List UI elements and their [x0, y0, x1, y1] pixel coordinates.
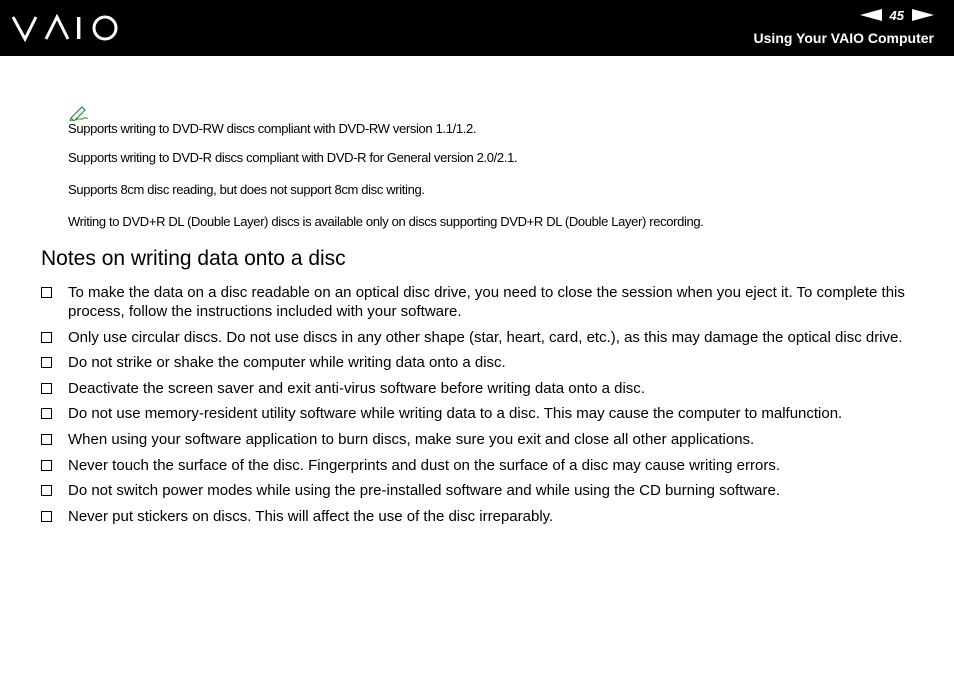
checkbox-icon	[41, 460, 52, 471]
checkbox-icon	[41, 357, 52, 368]
checkbox-icon	[41, 408, 52, 419]
checkbox-icon	[41, 434, 52, 445]
checkbox-icon	[41, 485, 52, 496]
arrow-left-icon[interactable]	[860, 9, 882, 21]
page-number: 45	[889, 7, 904, 23]
list-item-text: Do not use memory-resident utility software while writing data to a disc. This may cause the computer to malfunction.	[68, 405, 843, 423]
checkbox-icon	[41, 332, 52, 343]
checkbox-icon	[41, 383, 52, 394]
checkbox-icon	[41, 511, 52, 522]
note-line: Supports 8cm disc reading, but does not support 8cm disc writing.	[68, 182, 425, 197]
list-item-text: Never put stickers on discs. This will affect the use of the disc irreparably.	[68, 507, 554, 525]
page-navigation	[860, 6, 934, 24]
notes-list	[41, 283, 921, 526]
list-item-text: To make the data on a disc readable on an optical disc drive, you need to close the session when you eject it. To complete this process, follow the instructions included with your software.	[68, 284, 905, 320]
list-item	[41, 430, 921, 449]
list-item-text: When using your software application to burn discs, make sure you exit and close all other applications.	[68, 430, 755, 448]
note-pencil-icon	[68, 105, 88, 121]
checkbox-icon	[41, 287, 52, 298]
list-item	[41, 379, 921, 398]
section-heading: Notes on writing data onto a disc	[41, 247, 346, 270]
page-header	[0, 0, 954, 56]
list-item-text: Never touch the surface of the disc. Fingerprints and dust on the surface of a disc may cause writing errors.	[68, 456, 781, 474]
list-item	[41, 456, 921, 475]
list-item	[41, 507, 921, 526]
list-item-text: Only use circular discs. Do not use discs in any other shape (star, heart, card, etc.), as this may damage the optical disc drive.	[68, 328, 903, 346]
note-line: Supports writing to DVD-RW discs compliant with DVD-RW version 1.1/1.2.	[68, 121, 477, 136]
section-title: Using Your VAIO Computer	[753, 30, 934, 46]
note-line: Writing to DVD+R DL (Double Layer) discs is available only on discs supporting DVD+R DL (Double Layer) recording.	[68, 214, 704, 229]
list-item-text: Deactivate the screen saver and exit anti-virus software before writing data onto a disc.	[68, 379, 645, 397]
note-line: Supports writing to DVD-R discs compliant with DVD-R for General version 2.0/2.1.	[68, 150, 518, 165]
list-item	[41, 404, 921, 423]
list-item-text: Do not strike or shake the computer while writing data onto a disc.	[68, 354, 506, 372]
list-item	[41, 481, 921, 500]
list-item	[41, 328, 921, 347]
vaio-logo	[12, 14, 120, 42]
list-item	[41, 353, 921, 372]
list-item-text: Do not switch power modes while using the pre-installed software and while using the CD burning software.	[68, 482, 781, 500]
arrow-right-icon[interactable]	[912, 9, 934, 21]
list-item	[41, 283, 921, 321]
